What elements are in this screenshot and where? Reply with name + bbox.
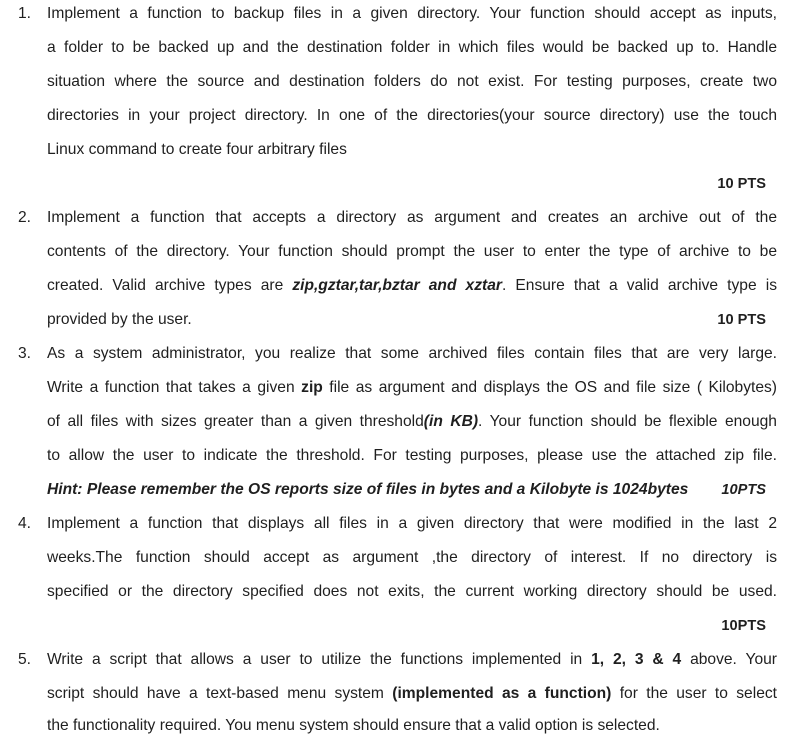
item-3-number: 3. (18, 345, 32, 362)
item-5-line-1 (47, 648, 777, 672)
item-1-points: 10 PTS (717, 176, 766, 192)
item-3-line-4: to allow the user to indicate the threshold. For testing purposes, please use the attached zip file. (47, 447, 777, 464)
item-3-line-2 (47, 376, 777, 400)
item-3-line-2-text: Write a function that takes a given (47, 379, 302, 396)
item-2-points: 10 PTS (717, 312, 766, 328)
item-2-number: 2. (18, 209, 32, 226)
item-1-line-1: Implement a function to backup files in a given directory. Your function should accept as inputs, (47, 5, 777, 22)
item-5-line-2-tail: for the user to select (611, 685, 777, 702)
item-1-line-3: situation where the source and destination folders do not exist. For testing purposes, create two (47, 73, 777, 90)
item-1-line-2: a folder to be backed up and the destination folder in which files would be backed up to. Handle (47, 39, 777, 56)
item-5-line-3: the functionality required. You menu system should ensure that a valid option is selected. (47, 717, 660, 734)
item-2-line-4: provided by the user. (47, 311, 192, 328)
zip-emphasis: zip (301, 379, 323, 396)
item-3-line-3-text: of all files with sizes greater than a given threshold (47, 413, 424, 430)
kb-emphasis: (in KB) (423, 413, 479, 430)
item-5-line-2-text: script should have a text-based menu system (47, 685, 393, 702)
item-3-line-2-tail: file as argument and displays the OS and file size ( Kilobytes) (322, 379, 777, 396)
item-4-line-3: specified or the directory specified does not exits, the current working directory should be used. (47, 583, 777, 600)
item-4-line-2: weeks.The function should accept as argument ,the directory of interest. If no directory is (47, 549, 777, 566)
item-1-line-4: directories in your project directory. In one of the directories(your source directory) use the touch (47, 107, 777, 124)
item-5-line-1-tail: above. Your (681, 651, 777, 668)
item-5-line-2 (47, 682, 777, 706)
item-3-line-3-tail: . Your function should be flexible enough (478, 413, 777, 430)
item-2-line-3-tail: . Ensure that a valid archive type is (501, 277, 777, 294)
item-5-line-1-text: Write a script that allows a user to utilize the functions implemented in (47, 651, 592, 668)
item-4-line-1: Implement a function that displays all files in a given directory that were modified in the last 2 (47, 515, 777, 532)
item-3-line-3 (47, 410, 777, 434)
archive-types: zip,gztar,tar,bztar and xztar (292, 277, 502, 294)
item-4-number: 4. (18, 515, 32, 532)
item-5-number: 5. (18, 651, 32, 668)
item-2-line-3 (47, 274, 777, 298)
item-3-points: 10PTS (721, 482, 766, 498)
function-numbers: 1, 2, 3 & 4 (591, 651, 682, 668)
item-2-line-1: Implement a function that accepts a directory as argument and creates an archive out of the (47, 209, 777, 226)
item-2-line-3-text: created. Valid archive types are (47, 277, 293, 294)
item-3-hint: Hint: Please remember the OS reports size of files in bytes and a Kilobyte is 1024bytes (47, 481, 689, 498)
item-1-number: 1. (18, 5, 32, 22)
item-4-points: 10PTS (721, 618, 766, 634)
menu-function-emphasis: (implemented as a function) (392, 685, 612, 702)
item-2-line-2: contents of the directory. Your function should prompt the user to enter the type of archive to be (47, 243, 777, 260)
item-3-line-1: As a system administrator, you realize that some archived files contain files that are very large. (47, 345, 777, 362)
item-1-line-5: Linux command to create four arbitrary files (47, 141, 347, 158)
